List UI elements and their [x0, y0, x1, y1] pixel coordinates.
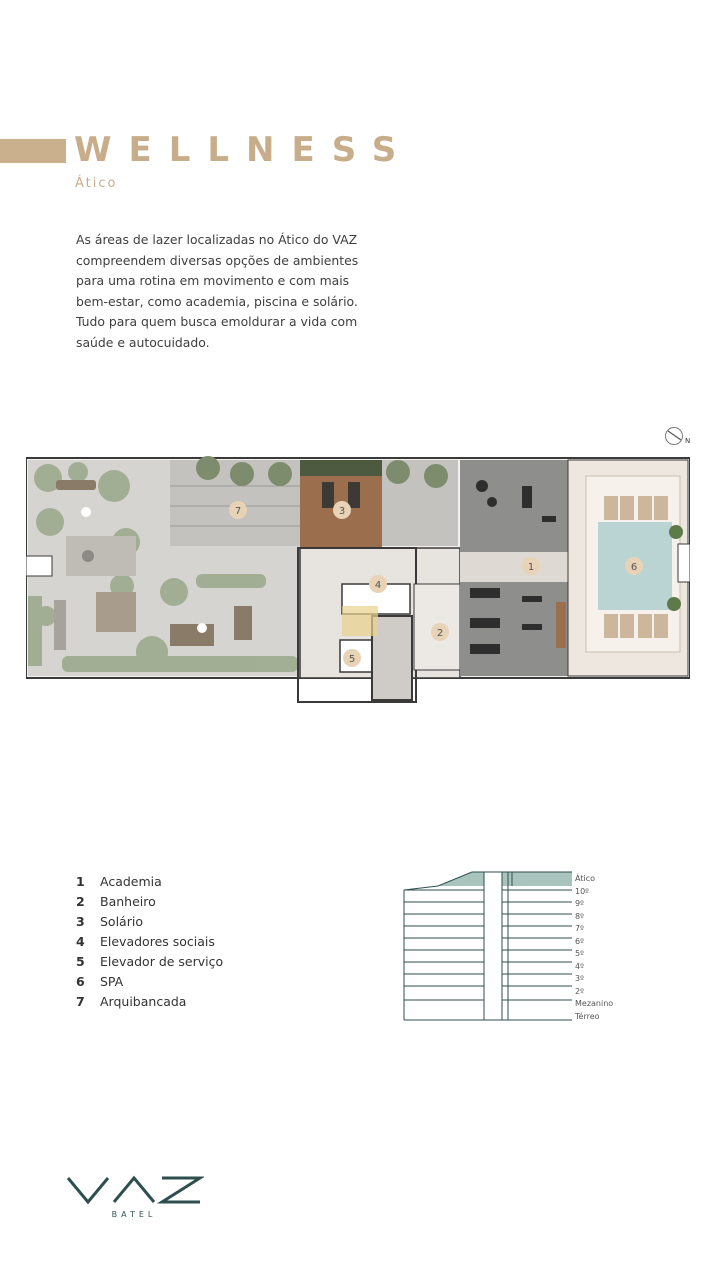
plan-marker-5 — [343, 649, 361, 667]
legend-item — [76, 932, 223, 952]
svg-text:3: 3 — [338, 506, 346, 517]
spa-niche — [678, 544, 690, 582]
legend-item — [76, 972, 223, 992]
gym-lane — [460, 552, 568, 582]
floor-label: 9º — [575, 899, 584, 908]
floor-label: 6º — [575, 936, 584, 946]
terrace-cutout — [26, 556, 52, 576]
legend-label: Elevador de serviço — [100, 954, 224, 969]
floor-label: 2º — [575, 986, 584, 996]
floor-label: 3º — [575, 974, 584, 983]
plan-marker-1 — [522, 557, 540, 575]
lobby-highlight — [342, 606, 378, 636]
legend-number: 7 — [76, 994, 85, 1009]
vaz-logo — [64, 1172, 204, 1208]
floor-label: 4º — [575, 961, 584, 971]
svg-text:7: 7 — [234, 506, 242, 517]
legend-number: 5 — [76, 954, 85, 969]
svg-text:2: 2 — [436, 628, 444, 639]
legend-item — [76, 892, 223, 912]
intro-paragraph: As áreas de lazer localizadas no Ático do VAZ compreendem diversas opções de ambientes para uma rotina em movimento e com mais bem-estar, como academia, piscina e solário. Tudo para quem busca emoldurar a vida com saúde e autocuidado. — [76, 232, 359, 350]
plan-marker-3 — [333, 501, 351, 519]
svg-text:6: 6 — [630, 562, 638, 573]
svg-text:5: 5 — [348, 654, 356, 665]
legend-item — [76, 952, 223, 972]
svg-text:4: 4 — [374, 580, 382, 591]
page-title: WELLNESS — [74, 130, 414, 170]
floor-label: Térreo — [575, 1011, 600, 1021]
title-accent-bar — [0, 139, 66, 163]
legend-label: Elevadores sociais — [100, 934, 215, 949]
legend-item — [76, 912, 223, 932]
compass-north-label: N — [685, 437, 691, 445]
legend-number: 1 — [76, 874, 85, 889]
gym-bench — [556, 602, 566, 648]
legend-label: SPA — [100, 974, 124, 989]
legend-list — [76, 872, 223, 1012]
section-floor-labels — [575, 873, 645, 1023]
legend-item — [76, 992, 223, 1012]
legend-number: 4 — [76, 934, 85, 949]
plan-marker-6 — [625, 557, 643, 575]
solario-lounger — [322, 482, 334, 508]
plan-marker-2 — [431, 623, 449, 641]
floor-label: 5º — [575, 949, 584, 958]
page-subtitle: Ático — [75, 176, 118, 191]
legend-label: Arquibancada — [100, 994, 187, 1009]
floor-label: 7º — [575, 924, 584, 933]
legend-number: 3 — [76, 914, 85, 929]
legend-label: Solário — [100, 914, 143, 929]
legend-number: 2 — [76, 894, 85, 909]
floor-label: Mezanino — [575, 999, 614, 1008]
floor-label: Ático — [575, 874, 595, 883]
plan-marker-4 — [369, 575, 387, 593]
section-core — [484, 872, 502, 1020]
legend-number: 6 — [76, 974, 85, 989]
svg-text:1: 1 — [527, 562, 535, 573]
solario-lounger — [348, 482, 360, 508]
plan-marker-7 — [229, 501, 247, 519]
legend-label: Banheiro — [100, 894, 156, 909]
section-attic-highlight — [438, 872, 572, 886]
legend-item — [76, 872, 223, 892]
building-section-diagram — [402, 868, 572, 1024]
solario-hedge — [300, 460, 382, 476]
floor-label: 10º — [575, 886, 589, 896]
legend-label: Academia — [100, 874, 162, 889]
logo-subtitle: BATEL — [111, 1210, 157, 1219]
compass-icon — [664, 426, 694, 448]
floor-label: 8º — [575, 911, 584, 921]
floor-plan — [26, 456, 690, 706]
